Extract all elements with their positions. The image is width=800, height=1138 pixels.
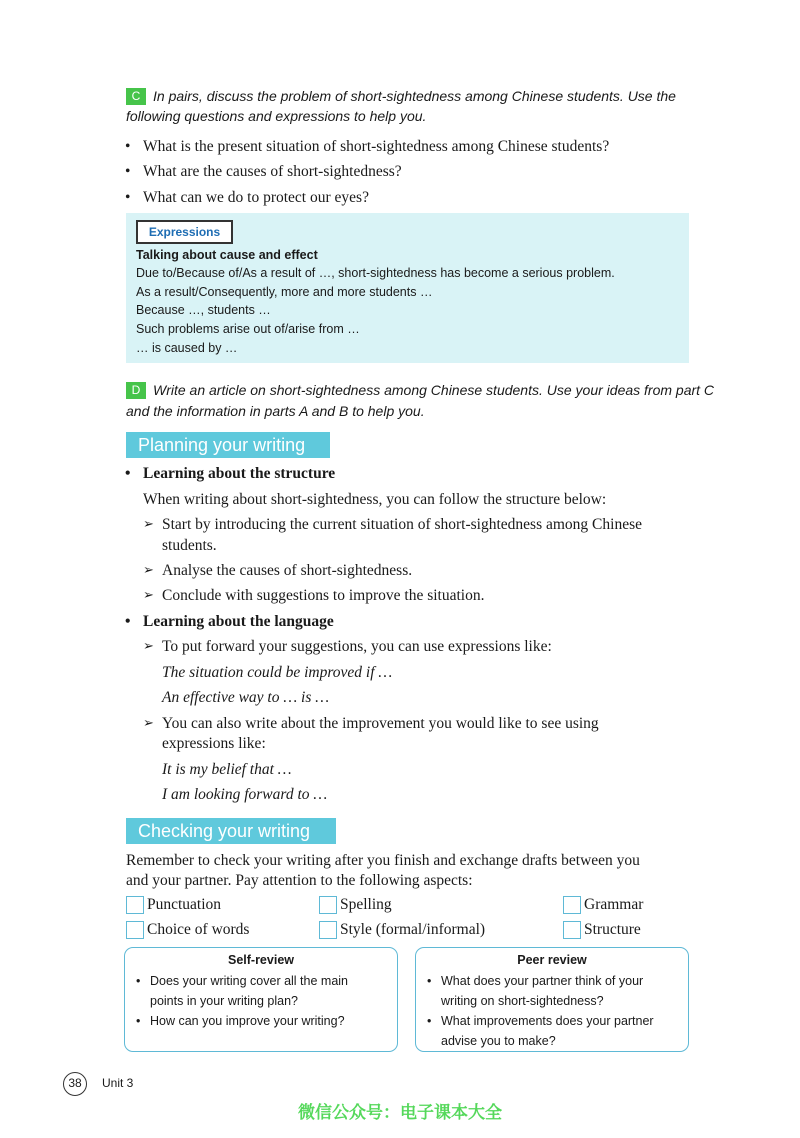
structure-item: [143, 560, 413, 581]
task-d-badge: D: [126, 382, 146, 399]
aspect-label: Style (formal/informal): [340, 921, 486, 938]
checkbox-structure[interactable]: [563, 921, 581, 939]
aspect-label: Choice of words: [147, 921, 250, 938]
arrow-icon: ➢: [143, 563, 154, 578]
language-item: [143, 713, 599, 734]
checking-intro-line2: and your partner. Pay attention to the following aspects:: [126, 872, 473, 889]
structure-item-text: Conclude with suggestions to improve the situation.: [162, 587, 485, 604]
language-item-text: To put forward your suggestions, you can use expressions like:: [162, 638, 552, 655]
checkbox-spelling[interactable]: [319, 896, 337, 914]
structure-item-text: Analyse the causes of short-sightedness.: [162, 562, 413, 579]
arrow-icon: ➢: [143, 716, 154, 731]
language-item: [143, 636, 552, 657]
question-item: • What can we do to protect our eyes?: [143, 187, 369, 208]
expression-line: Due to/Because of/As a result of …, short-sightedness has become a serious problem.: [136, 266, 615, 280]
aspect-label: Spelling: [340, 896, 392, 913]
planning-heading: Planning your writing: [126, 432, 330, 458]
expression-line: … is caused by …: [136, 341, 238, 355]
structure-item: [143, 514, 692, 556]
expression-line: Because …, students …: [136, 303, 271, 317]
language-item-continuation: expressions like:: [162, 735, 266, 752]
arrow-icon: ➢: [143, 517, 154, 532]
peer-review-item: • What does your partner think of your writing on short-sightedness?: [441, 971, 676, 1011]
structure-title: • Learning about the structure: [143, 463, 335, 484]
expression-line: Such problems arise out of/arise from …: [136, 322, 360, 336]
arrow-icon: ➢: [143, 588, 154, 603]
language-example: The situation could be improved if …: [162, 664, 393, 681]
expressions-heading: Talking about cause and effect: [136, 248, 318, 262]
task-d-instruction-line2: and the information in parts A and B to help you.: [126, 403, 425, 419]
language-item-text: You can also write about the improvement you would like to see using: [162, 715, 599, 732]
expressions-tag: Expressions: [136, 220, 233, 244]
expression-line: As a result/Consequently, more and more students …: [136, 285, 433, 299]
structure-intro: When writing about short-sightedness, you can follow the structure below:: [143, 491, 607, 508]
peer-review-item: • What improvements does your partner advise you to make?: [441, 1011, 676, 1051]
language-example: I am looking forward to …: [162, 786, 328, 803]
question-item: • What is the present situation of short-sightedness among Chinese students?: [143, 136, 609, 157]
language-example: An effective way to … is …: [162, 689, 330, 706]
structure-item: [143, 585, 485, 606]
task-d-instruction-line1: Write an article on short-sightedness among Chinese students. Use your ideas from part C: [153, 382, 715, 398]
checkbox-choice-of-words[interactable]: [126, 921, 144, 939]
unit-label: Unit 3: [102, 1076, 134, 1090]
aspect-label: Structure: [584, 921, 641, 938]
checking-heading: Checking your writing: [126, 818, 336, 844]
checkbox-grammar[interactable]: [563, 896, 581, 914]
task-c-instruction-line2: following questions and expressions to help you.: [126, 108, 427, 124]
checking-intro-line1: Remember to check your writing after you finish and exchange drafts between you: [126, 852, 640, 869]
checkbox-style[interactable]: [319, 921, 337, 939]
task-c-instruction-line1: In pairs, discuss the problem of short-sightedness among Chinese students. Use the: [153, 88, 676, 104]
arrow-icon: ➢: [143, 639, 154, 654]
question-item: • What are the causes of short-sightedness?: [143, 161, 402, 182]
checkbox-punctuation[interactable]: [126, 896, 144, 914]
self-review-item: • How can you improve your writing?: [150, 1011, 380, 1031]
expressions-box: [126, 213, 689, 363]
page-number: 38: [63, 1072, 87, 1096]
structure-item-text: Start by introducing the current situation of short-sightedness among Chinese students.: [162, 516, 642, 554]
watermark: 微信公众号：电子课本大全: [298, 1103, 502, 1123]
aspect-label: Grammar: [584, 896, 644, 913]
aspect-label: Punctuation: [147, 896, 222, 913]
self-review-title: Self-review: [227, 953, 294, 967]
peer-review-title: Peer review: [517, 953, 587, 967]
language-title: • Learning about the language: [143, 611, 334, 632]
language-example: It is my belief that …: [162, 761, 292, 778]
self-review-box: [124, 947, 398, 1052]
self-review-item: • Does your writing cover all the main points in your writing plan?: [150, 971, 380, 1011]
task-c-badge: C: [126, 88, 146, 105]
peer-review-box: [415, 947, 689, 1052]
